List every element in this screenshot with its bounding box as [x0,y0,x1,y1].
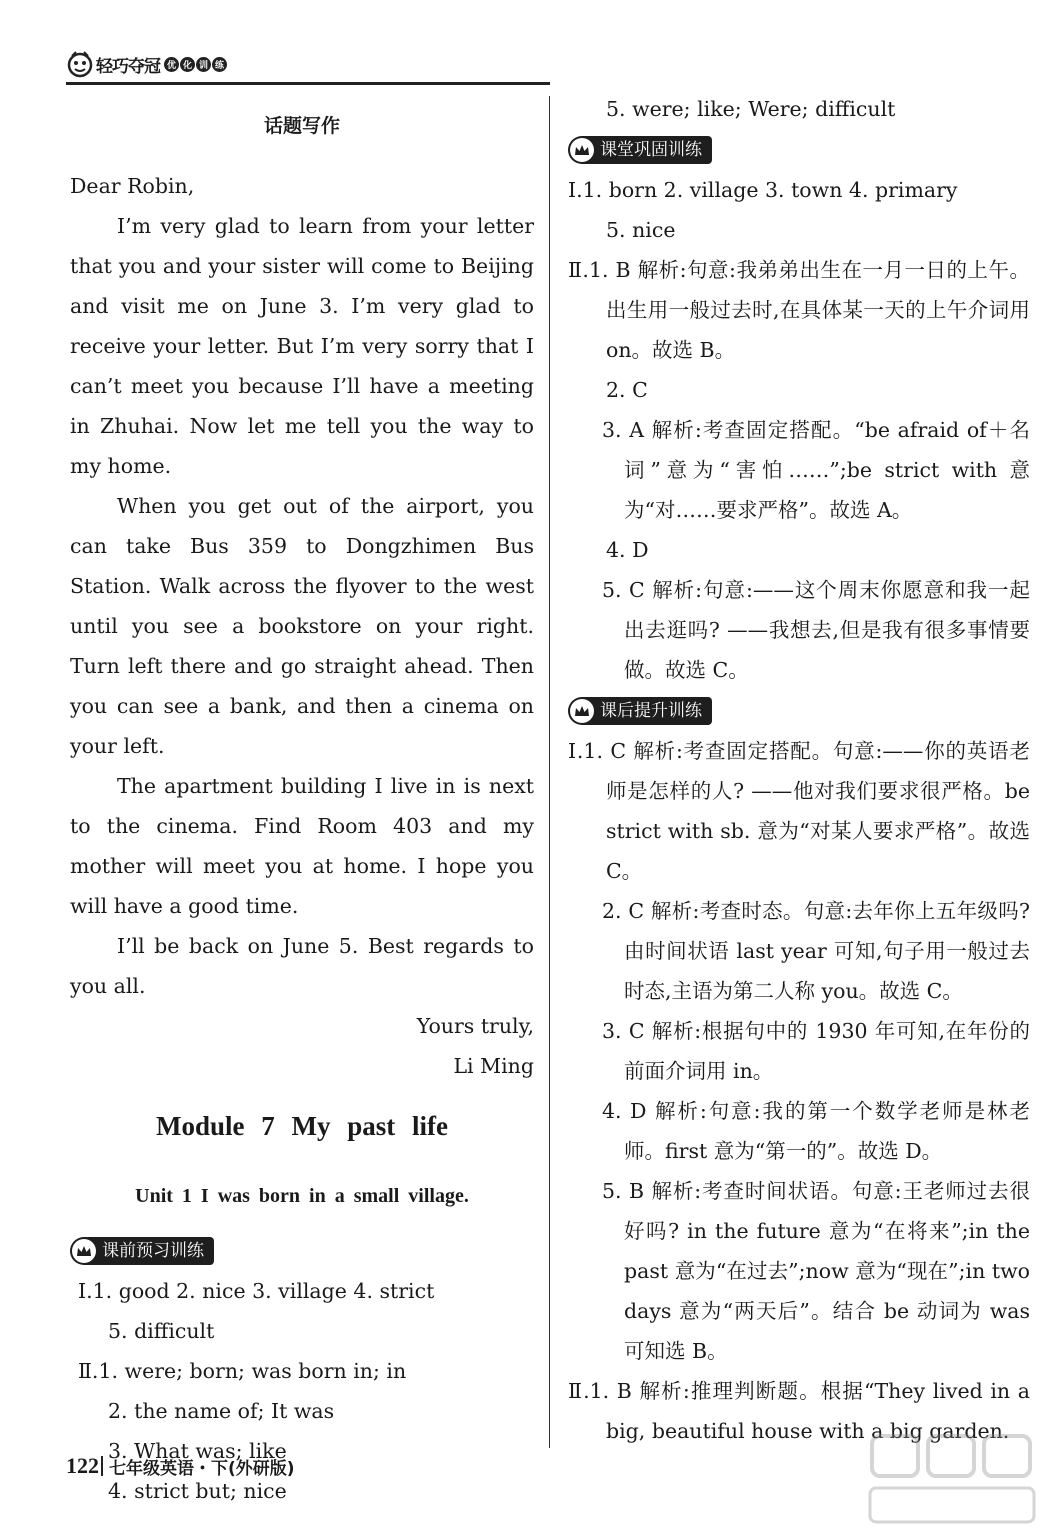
answer-item: 3. A 解析:考查固定搭配。“be afraid of＋名词”意为“害怕……”;be strict with 意为“对……要求严格”。故选 A。 [602,418,1030,522]
answer-line: 3. What was; like [108,1439,287,1463]
logo [66,50,228,78]
page-number: 122 [66,1453,99,1478]
column-divider [549,96,550,1448]
banner-label: 课堂巩固训练 [600,140,702,160]
letter-paragraph: The apartment building I live in is next to the cinema. Find Room 403 and my mother will meet you at home. I hope you will have a good time. [70,774,534,918]
footer-separator [101,1456,103,1476]
section-banner [70,1237,214,1265]
answer-item: 2. C 解析:考查时态。句意:去年你上五年级吗? 由时间状语 last year 可知,句子用一般过去时态,主语为第二人称 you。故选 C。 [602,899,1030,1003]
answer-line: 2. the name of; It was [108,1399,335,1423]
letter-paragraph: I’m very glad to learn from your letter that you and your sister will come to Beijing and visit me on June 3. I’m very glad to receive your letter. But I’m very sorry that I can’t meet you because I’ll have a meeting in Zhuhai. Now let me tell you the way to my home. [70,214,534,478]
unit-title: Unit 1 I was born in a small village. [135,1185,469,1207]
crown-icon [570,699,594,723]
banner-label: 课后提升训练 [600,701,702,721]
answer-line: Ⅰ.1. born 2. village 3. town 4. primary [568,178,958,202]
answer-item: 4. D [606,538,649,562]
letter-closing: Yours truly, [416,1014,534,1038]
section-banner [568,697,712,725]
right-column [568,89,1030,1451]
answer-line: 4. strict but; nice [108,1479,287,1503]
answer-line: Ⅱ.1. were; born; was born in; in [78,1359,407,1383]
header-rule [66,82,550,85]
module-title: Module 7 My past life [156,1111,448,1141]
answer-item: Ⅰ.1. C 解析:考查固定搭配。句意:——你的英语老师是怎样的人? ——他对我们要求很严格。be strict with sb. 意为“对某人要求严格”。故选 C。 [568,739,1030,883]
logo-badge: 训 [196,57,211,72]
book-title: 七年级英语・下(外研版) [109,1458,295,1479]
answer-item: Ⅱ.1. B 解析:推理判断题。根据“They lived in a big, beautiful house with a big garden. [568,1379,1030,1443]
logo-text: 轻巧夺冠 [96,56,160,77]
crown-icon [72,1239,96,1263]
letter-paragraph: I’ll be back on June 5. Best regards to you all. [70,934,534,998]
answer-line: 5. were; like; Were; difficult [606,97,896,121]
letter-paragraph: When you get out of the airport, you can take Bus 359 to Dongzhimen Bus Station. Walk across the flyover to the west until you see a bookstore on your right. Turn left there and go straight ahead. Then you can see a bank, and then a cinema on your left. [70,494,534,758]
letter-salutation: Dear Robin, [70,174,195,198]
section-title: 话题写作 [263,115,340,137]
answer-item: 5. B 解析:考查时间状语。句意:王老师过去很好吗? in the future 意为“在将来”;in the past 意为“在过去”;now 意为“现在”;in two days 意为“两天后”。结合 be 动词为 was 可知选 B。 [602,1179,1030,1363]
logo-badge: 优 [164,57,179,72]
answer-line: 5. nice [606,218,676,242]
page-header [66,46,1006,92]
left-column [70,106,534,1511]
watermark-logo [862,1430,1042,1530]
answer-item: 2. C [606,378,648,402]
answer-line: Ⅰ.1. good 2. nice 3. village 4. strict [78,1279,435,1303]
answer-item: 5. C 解析:句意:——这个周末你愿意和我一起出去逛吗? ——我想去,但是我有很多事情要做。故选 C。 [602,578,1030,682]
answer-item: 3. C 解析:根据句中的 1930 年可知,在年份的前面介词用 in。 [602,1019,1030,1083]
banner-label: 课前预习训练 [102,1241,204,1261]
section-banner [568,136,712,164]
answer-line: 5. difficult [108,1319,215,1343]
answer-item: 4. D 解析:句意:我的第一个数学老师是林老师。first 意为“第一的”。故选 D。 [602,1099,1030,1163]
logo-badge: 练 [212,57,227,72]
logo-badges [164,57,228,72]
mascot-icon [66,50,94,78]
crown-icon [570,138,594,162]
answer-item: Ⅱ.1. B 解析:句意:我弟弟出生在一月一日的上午。出生用一般过去时,在具体某一天的上午介词用 on。故选 B。 [568,258,1030,362]
letter-signature: Li Ming [453,1054,534,1078]
page-footer [66,1451,295,1481]
logo-badge: 化 [180,57,195,72]
